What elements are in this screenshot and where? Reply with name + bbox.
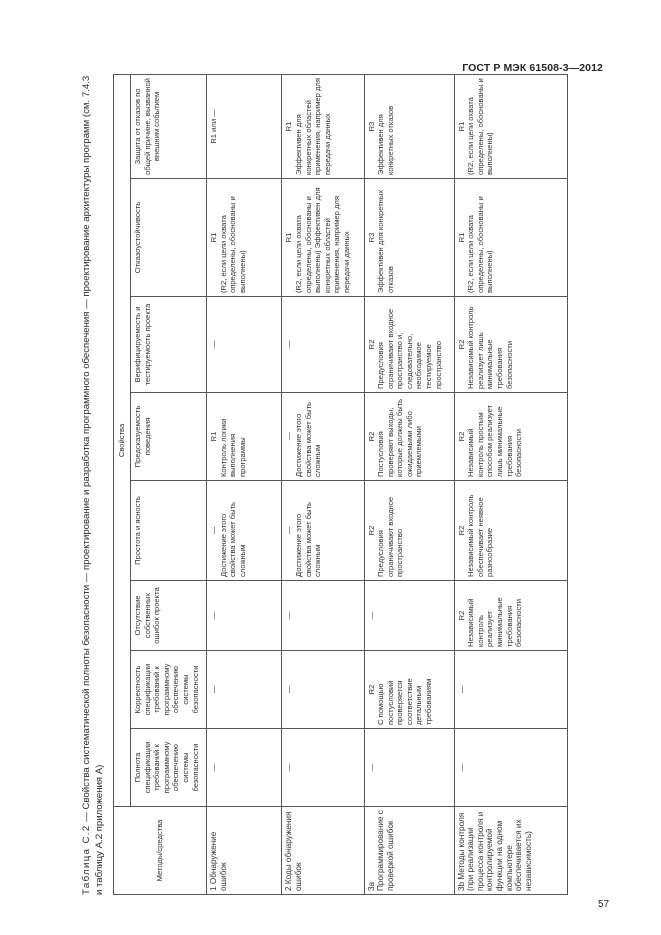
column-header	[131, 393, 207, 481]
cell-rank: R2	[366, 431, 376, 442]
cell-text: R1 или —	[209, 109, 219, 144]
cell-rank: R3	[366, 121, 376, 132]
cell-text: —	[456, 685, 466, 694]
table-cell	[282, 74, 364, 178]
properties-header-cell	[114, 74, 131, 806]
cell-text: —	[456, 763, 466, 772]
table-cell	[454, 74, 567, 178]
cell-text: Достижение этого свойства может быть сложным	[293, 401, 323, 477]
cell-rank: R1	[209, 431, 219, 442]
cell-rank: R1	[284, 121, 294, 132]
header-row-top	[114, 74, 131, 894]
column-header	[131, 651, 207, 729]
cell-text: Достижение этого свойства может быть сложным	[218, 501, 247, 577]
table-cell	[364, 74, 454, 178]
table-row	[454, 74, 567, 894]
cell-text: Контроль логики выполнения программы	[218, 418, 247, 477]
table-cell	[282, 179, 364, 297]
cell-rank: R3	[366, 232, 376, 243]
cell-text: Независимый контроль реализует лишь минимальные требования безопасности	[466, 306, 514, 389]
column-header	[131, 297, 207, 393]
cell-text: Независимый контроль реализует минимальные требования безопасности	[466, 597, 524, 647]
column-header-text: Защита от отказов по общей причине, вызванной внешним событием	[133, 78, 162, 175]
column-header	[131, 481, 207, 581]
cell-rank: R1	[456, 232, 466, 243]
table-cell	[364, 729, 454, 807]
table-cell	[207, 297, 282, 393]
cell-rank: —	[284, 432, 294, 441]
table-cell	[364, 651, 454, 729]
table-cell	[282, 393, 364, 481]
column-header-text: Верифицируемость и тестируемость проекта	[133, 303, 152, 386]
table-cell	[207, 74, 282, 178]
properties-table	[113, 74, 568, 895]
column-header	[131, 74, 207, 178]
document-header: ГОСТ Р МЭК 61508-3—2012	[462, 62, 603, 74]
table-cell	[282, 729, 364, 807]
table-cell	[364, 297, 454, 393]
cell-rank: R2	[366, 684, 376, 695]
table-cell	[207, 651, 282, 729]
table-cell	[282, 481, 364, 581]
table-cell	[364, 481, 454, 581]
cell-text: —	[366, 611, 376, 620]
column-header-text: Предсказуемость поведения	[133, 405, 152, 468]
cell-text: Предусловия ограничивают входное пространство	[376, 496, 405, 577]
cell-text: —	[209, 763, 219, 772]
cell-text: Постусловия проверяют выходы, которые должны быть ожидаемыми либо приемлемыми	[376, 398, 424, 477]
table-cell	[282, 581, 364, 651]
method-label: 1 Обнаружение ошибок	[209, 831, 228, 891]
table-caption-label: Таблица С.2	[81, 824, 92, 895]
cell-rank: R2	[366, 339, 376, 350]
cell-text: —	[284, 340, 294, 349]
table-cell	[207, 581, 282, 651]
table-cell	[454, 581, 567, 651]
table-cell	[364, 581, 454, 651]
column-header-text: Отказоустойчивость	[133, 201, 143, 274]
table-row	[282, 74, 364, 894]
header-row-columns	[131, 74, 207, 894]
table-caption	[80, 75, 106, 895]
cell-text: Независимый контроль простым способом реализует лишь минимальные требования безопасности	[466, 404, 524, 477]
table-cell	[364, 179, 454, 297]
cell-text: Эффективен для конкретных областей применения, например для передачи данных	[293, 78, 332, 175]
column-header	[131, 581, 207, 651]
column-header	[131, 729, 207, 807]
cell-text: (R2, если цели охвата определены, обоснованы и выполнены) Эффективен для конкретных областей применения, например для передачи данных	[293, 187, 351, 293]
cell-text: —	[209, 611, 219, 620]
cell-text: —	[366, 763, 376, 772]
cell-rank: R2	[366, 525, 376, 536]
table-cell	[454, 179, 567, 297]
cell-rank: R2	[456, 610, 466, 621]
cell-text: —	[284, 611, 294, 620]
cell-text: Предусловия ограничивают входное пространство и, следовательно, необходимое тестируемое пространство	[376, 308, 443, 389]
cell-text: —	[284, 763, 294, 772]
table-cell	[454, 297, 567, 393]
column-header	[131, 179, 207, 297]
table-cell	[454, 729, 567, 807]
table-cell	[364, 393, 454, 481]
cell-rank: —	[209, 526, 219, 535]
method-label: 3b Методы контроля (при реализации процесса контроля и контролируемой функции на одном компьютере обеспечивается их независимость)	[456, 811, 533, 891]
cell-text: Эффективен для конкретных отказов	[376, 105, 395, 175]
table-cell	[454, 393, 567, 481]
column-header-text: Отсутствие собственных ошибок проекта	[133, 587, 162, 644]
method-cell	[207, 807, 282, 895]
table-row	[364, 74, 454, 894]
table-cell	[282, 297, 364, 393]
cell-text: Независимый контроль обеспечивает неявное разнообразие	[466, 494, 495, 577]
table-row	[207, 74, 282, 894]
cell-rank: R1	[284, 232, 294, 243]
properties-header: Свойства	[117, 423, 127, 458]
table-cell	[454, 481, 567, 581]
method-cell	[364, 807, 454, 895]
cell-text: —	[209, 685, 219, 694]
cell-text: Достижение этого свойства может быть сложным	[293, 501, 323, 577]
cell-text: (R2, если цели охвата определены, обоснованы и выполнены)	[218, 196, 247, 293]
method-label: 2 Коды обнаружения ошибок	[284, 811, 303, 891]
cell-rank: —	[284, 526, 294, 535]
method-cell	[282, 807, 364, 895]
column-header-text: Корректность спецификации требований к программному обеспечению системы безопасности	[133, 663, 200, 716]
cell-text: —	[284, 685, 294, 694]
cell-text: (R2, если цели охвата определены, обоснованы и выполнены)	[466, 78, 495, 175]
cell-rank: R1	[209, 232, 219, 243]
table-cell	[282, 651, 364, 729]
table-cell	[207, 179, 282, 297]
page-number: 57	[598, 899, 610, 910]
cell-text: —	[209, 340, 219, 349]
rotated-page-content	[80, 75, 570, 895]
table-cell	[454, 651, 567, 729]
method-label: 3а Программирование с проверкой ошибок	[366, 810, 395, 891]
method-header: Методы/средства	[155, 819, 165, 882]
cell-text: С помощью постусловий проверяется соответствие детальным требованиям	[376, 678, 434, 725]
table-cell	[207, 393, 282, 481]
cell-rank: R2	[456, 525, 466, 536]
cell-rank: R2	[456, 431, 466, 442]
cell-text: (R2, если цели охвата определены, обоснованы и выполнены)	[466, 196, 495, 293]
column-header-text: Полнота спецификации требований к программному обеспечению системы безопасности	[133, 741, 200, 794]
method-cell	[454, 807, 567, 895]
method-header-cell	[114, 807, 207, 895]
cell-rank: R1	[456, 121, 466, 132]
table-caption-text: — Свойства систематической полноты безопасности — проектирование и разработка программного обеспечения — проектирование архитектуры программ (см. 7.4.3 и таблицу А.2 приложения А)	[81, 75, 105, 895]
landscape-content	[80, 75, 570, 895]
column-header-text: Простота и ясность	[133, 496, 143, 565]
table-cell	[207, 481, 282, 581]
cell-rank: R2	[456, 339, 466, 350]
cell-text: Эффективен для конкретных отказов	[376, 189, 395, 293]
table-cell	[207, 729, 282, 807]
